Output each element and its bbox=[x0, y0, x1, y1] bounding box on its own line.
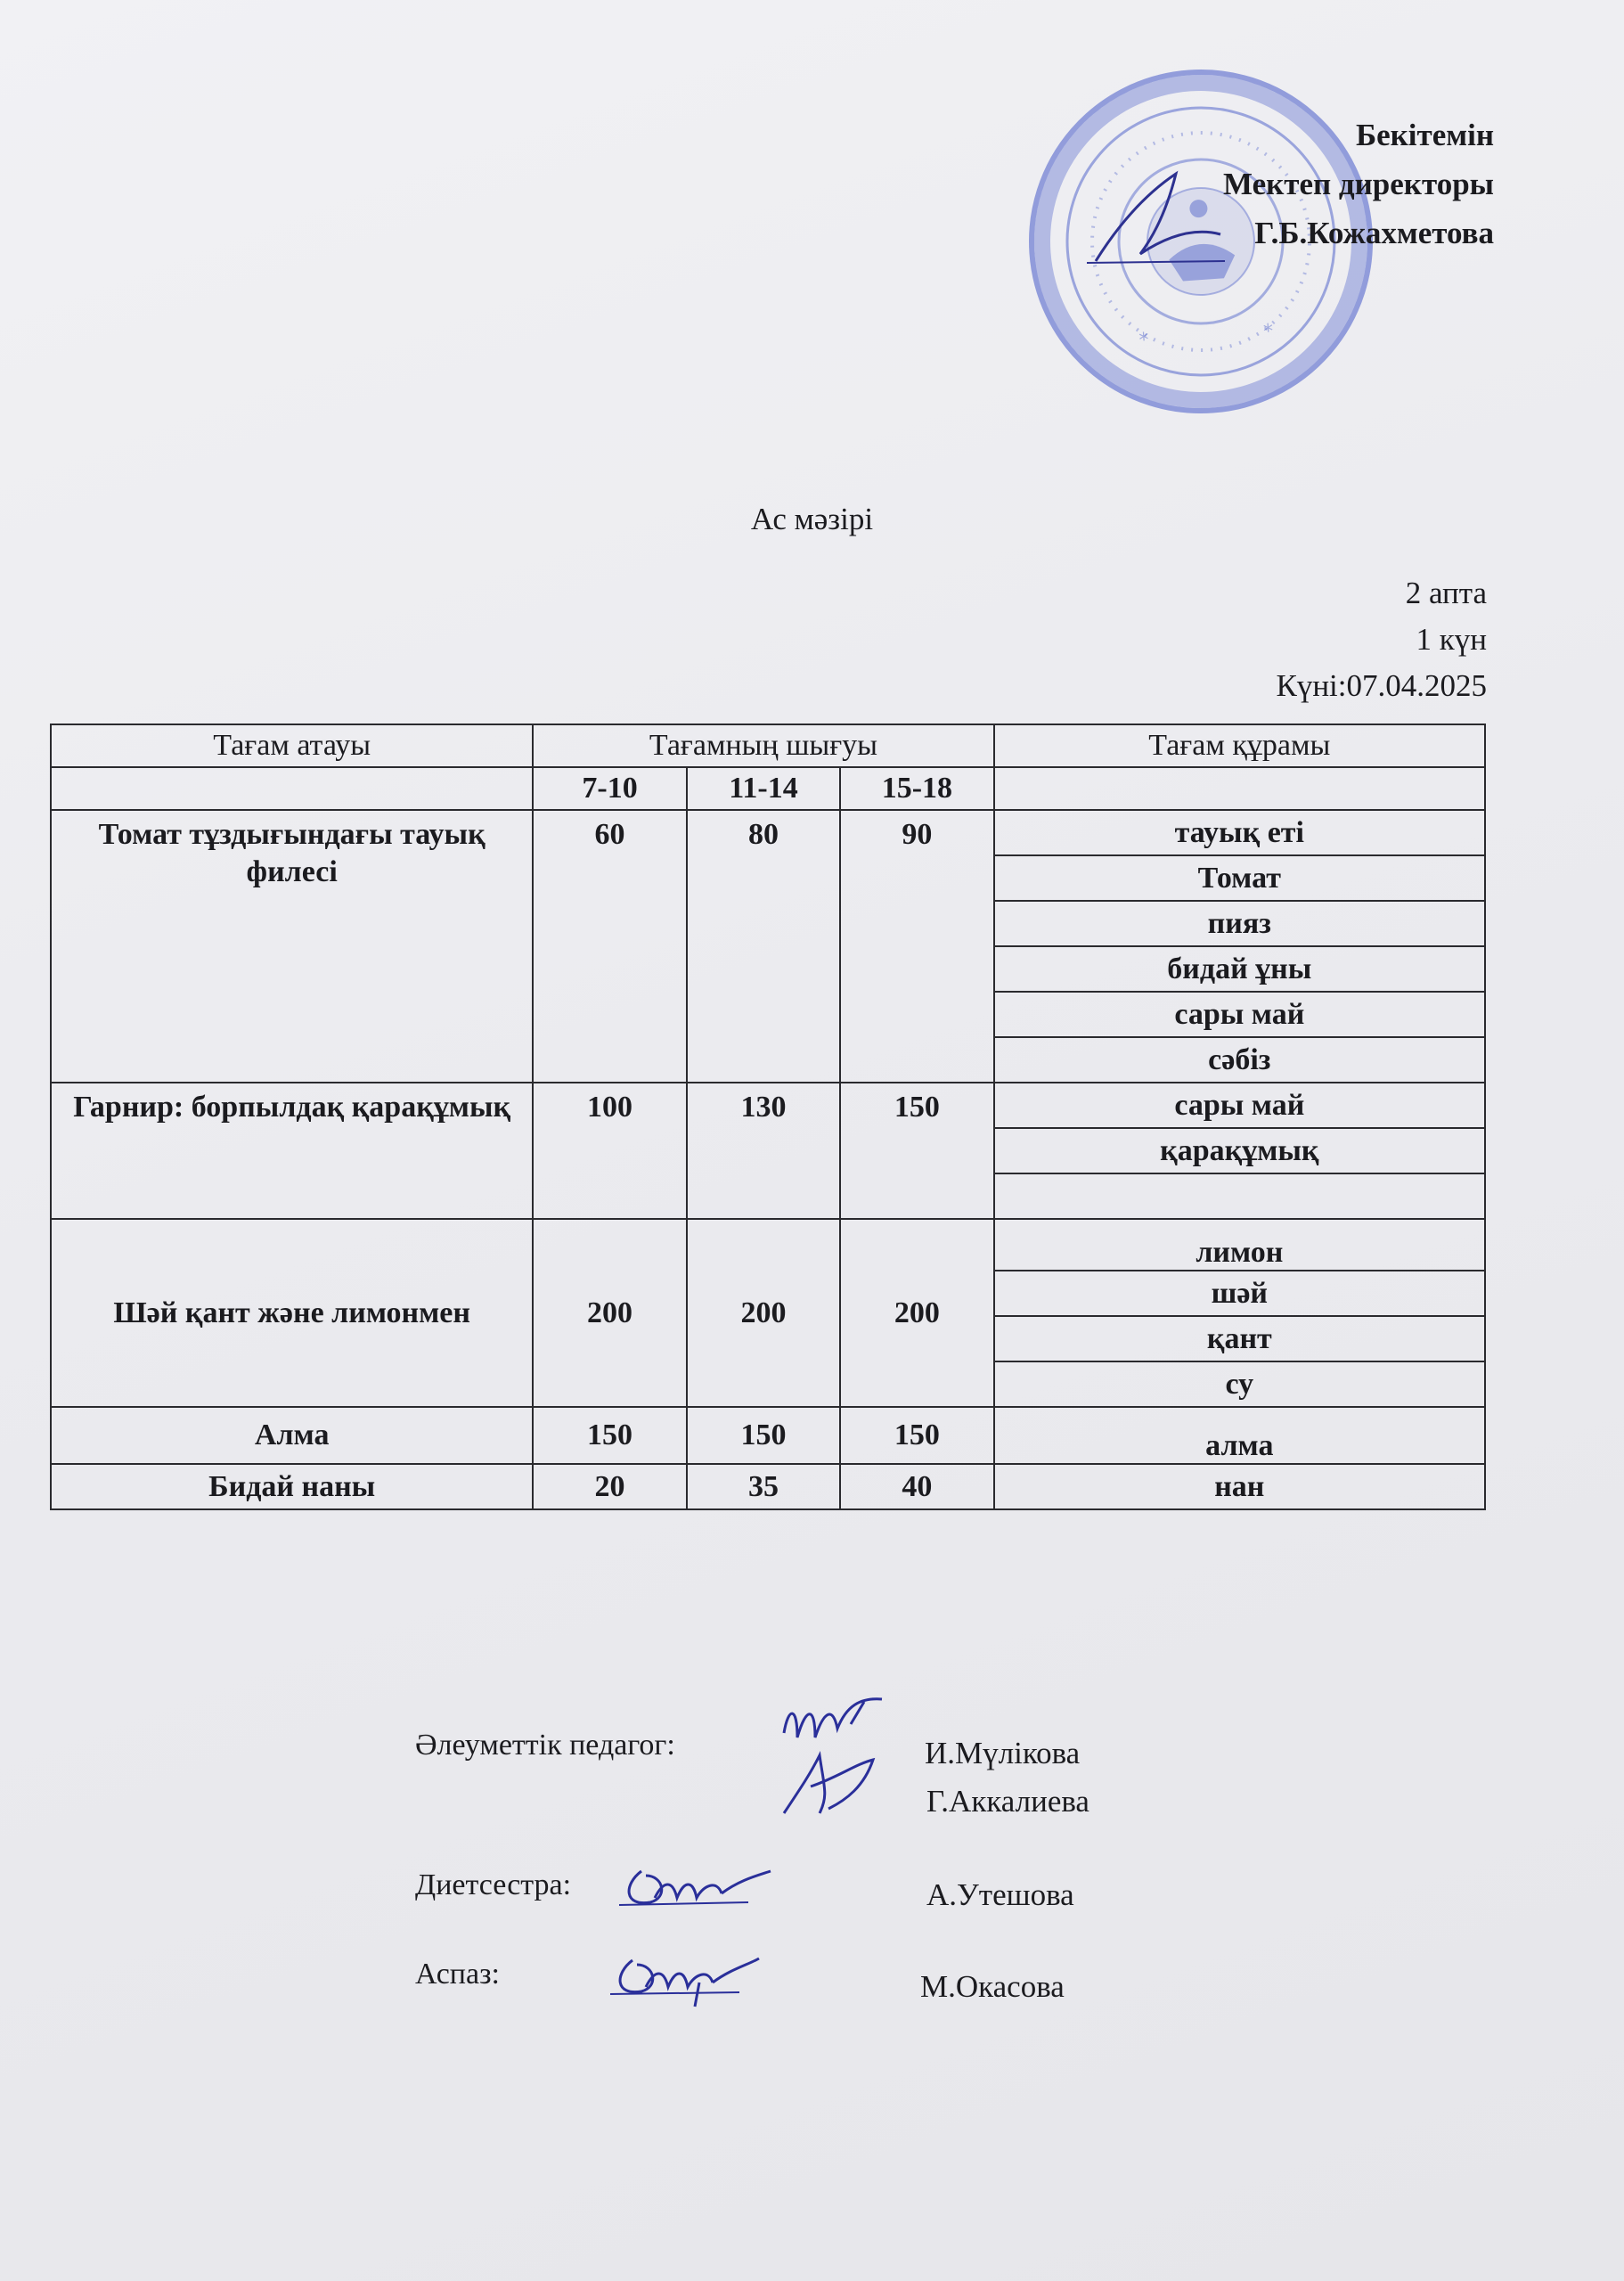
ingredient: сәбіз bbox=[994, 1037, 1485, 1083]
day-label: 1 күн bbox=[1416, 622, 1487, 657]
yield-value: 150 bbox=[533, 1407, 686, 1464]
menu-meta bbox=[1276, 570, 1487, 709]
ingredient: нан bbox=[994, 1464, 1485, 1509]
age-group-1: 7-10 bbox=[533, 767, 686, 810]
ingredient: сары май bbox=[994, 992, 1485, 1037]
dish-name: Алма bbox=[51, 1407, 533, 1464]
yield-value: 200 bbox=[687, 1219, 840, 1407]
dish-name: Гарнир: борпылдақ қарақұмық bbox=[51, 1083, 533, 1219]
yield-value: 150 bbox=[687, 1407, 840, 1464]
table-row bbox=[51, 810, 1485, 855]
table-row bbox=[51, 1219, 1485, 1271]
header-yield: Тағамның шығуы bbox=[533, 724, 993, 767]
ingredient bbox=[994, 1173, 1485, 1219]
ingredient: сары май bbox=[994, 1083, 1485, 1128]
social-pedagogue-name-2: Г.Аккалиева bbox=[926, 1784, 1089, 1819]
approval-line-3: Г.Б.Кожахметова bbox=[1254, 216, 1494, 250]
ingredient: алма bbox=[994, 1407, 1485, 1464]
social-pedagogue-name-1: И.Мүлікова bbox=[925, 1736, 1081, 1770]
subheader-empty bbox=[51, 767, 533, 810]
dietitian-name: А.Утешова bbox=[926, 1877, 1074, 1912]
ingredient: Томат bbox=[994, 855, 1485, 901]
ingredient: су bbox=[994, 1361, 1485, 1407]
age-group-2: 11-14 bbox=[687, 767, 840, 810]
dish-name: Бидай наны bbox=[51, 1464, 533, 1509]
ingredient: лимон bbox=[994, 1219, 1485, 1271]
yield-value: 200 bbox=[840, 1219, 993, 1407]
ingredient: шәй bbox=[994, 1271, 1485, 1316]
cook-signature-icon bbox=[606, 1942, 766, 2009]
date-label: Күні:07.04.2025 bbox=[1276, 668, 1487, 703]
yield-value: 150 bbox=[840, 1407, 993, 1464]
approval-line-2: Мектеп директоры bbox=[1223, 167, 1494, 201]
svg-text:*: * bbox=[1262, 320, 1275, 344]
yield-value: 130 bbox=[687, 1083, 840, 1219]
page-title: Ас мәзірі bbox=[750, 502, 874, 536]
ingredient: қант bbox=[994, 1316, 1485, 1361]
director-signature-icon bbox=[1069, 165, 1229, 272]
cook-label: Аспаз: bbox=[415, 1958, 500, 1991]
yield-value: 20 bbox=[533, 1464, 686, 1509]
week-label: 2 апта bbox=[1405, 576, 1487, 610]
social-pedagogue-label: Әлеуметтік педагог: bbox=[415, 1729, 675, 1762]
table-row bbox=[51, 1464, 1485, 1509]
yield-value: 150 bbox=[840, 1083, 993, 1219]
yield-value: 60 bbox=[533, 810, 686, 1083]
yield-value: 40 bbox=[840, 1464, 993, 1509]
dietitian-label: Диетсестра: bbox=[415, 1868, 572, 1901]
age-group-3: 15-18 bbox=[840, 767, 993, 810]
ingredient: бидай ұны bbox=[994, 946, 1485, 992]
subheader-empty bbox=[994, 767, 1485, 810]
dish-name: Томат тұздығындағы тауық филесі bbox=[51, 810, 533, 1083]
header-composition: Тағам құрамы bbox=[994, 724, 1485, 767]
ingredient: пияз bbox=[994, 901, 1485, 946]
dish-name: Шәй қант және лимонмен bbox=[51, 1219, 533, 1407]
social-pedagogue-signature-icon bbox=[766, 1688, 900, 1822]
approval-line-1: Бекітемін bbox=[1355, 118, 1494, 152]
yield-value: 35 bbox=[687, 1464, 840, 1509]
approval-block bbox=[1223, 110, 1494, 258]
yield-value: 90 bbox=[840, 810, 993, 1083]
ingredient: тауық еті bbox=[994, 810, 1485, 855]
header-name: Тағам атауы bbox=[51, 724, 533, 767]
yield-value: 100 bbox=[533, 1083, 686, 1219]
menu-table bbox=[50, 724, 1486, 1510]
yield-value: 200 bbox=[533, 1219, 686, 1407]
yield-value: 80 bbox=[687, 810, 840, 1083]
svg-text:*: * bbox=[1138, 329, 1150, 353]
table-row bbox=[51, 1083, 1485, 1128]
cook-name: М.Окасова bbox=[920, 1969, 1065, 2004]
dietitian-signature-icon bbox=[615, 1853, 775, 1916]
ingredient: қарақұмық bbox=[994, 1128, 1485, 1173]
table-row bbox=[51, 1407, 1485, 1464]
